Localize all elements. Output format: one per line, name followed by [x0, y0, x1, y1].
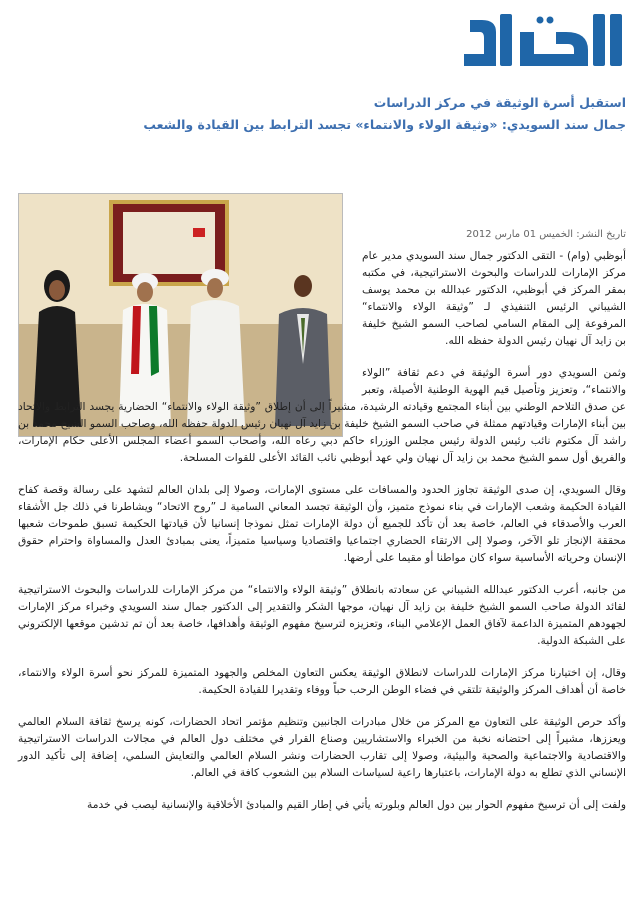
alittihad-logo: [460, 10, 628, 76]
article-subtitle: جمال سند السويدي: «وثيقة الولاء والانتماء» تجسد الترابط بين القيادة والشعب: [143, 117, 626, 132]
article-paragraph: أبوظبي (وام) - التقى الدكتور جمال سند السويدي مدير عام مركز الإمارات للدراسات والبحوث الاستراتيجية، في مكتبه بمقر المركز في أبوظبي، الدكتور عبدالله بن محمد يوسف الشيباني الرئيس التنفيذي لـ ”وثيقة الولاء والانتماء“ المرفوعة إلى المقام السامي لصاحب السمو الشيخ خليفة بن زايد آل نهيان رئيس الدولة حفظه الله.: [362, 249, 626, 347]
article-paragraph: وقال، إن اختيارنا مركز الإمارات للدراسات لانطلاق الوثيقة يعكس التعاون المخلص والجهود المتميزة للمركز نحو أسرة الولاء والانتماء، خاصة أن أهداف المركز والوثيقة تلتقي في فضاء الوطن الرحب حباً ووفاء وتقديرا للقيادة الحكيمة.: [18, 666, 626, 696]
article-body: [18, 247, 626, 828]
article-paragraph: من جانبه، أعرب الدكتور عبدالله الشيباني عن سعادته بانطلاق ”وثيقة الولاء والانتماء“ من مركز الإمارات للدراسات والبحوث الاستراتيجية لقائد الدولة صاحب السمو الشيخ خليفة بن زايد آل نهيان، موجها الشكر والتقدير إلى الدكتور جمال سند السويدي وخبراء مركز الإمارات لجهودهم المتميزة الداعمة لآفاق العمل الإعلامي البناء، وتعزيزه لترسيخ مفهوم الوثيقة وأهدافها، خاصة بعد أن تم تدشين موقعها الإلكتروني على الشبكة الدولية.: [18, 583, 626, 647]
publish-date: تاريخ النشر: الخميس 01 مارس 2012: [466, 229, 626, 240]
article-paragraph: وقال السويدي، إن صدى الوثيقة تجاوز الحدود والمسافات على مستوى الإمارات، وصولا إلى بلدان العالم لتشهد على رسالة وقصة كفاح القيادة الحكيمة وشعب الإمارات في بناء نموذج متميز، وأن الوثيقة تجسد المعاني السامية لـ ”روح الاتحاد“ ويشاطرنا في ذلك جل الأشقاء العرب والأصدقاء في العالم، خاصة بعد أن تأكد للجميع أن دولة الإمارات تمثل نموذجا إنسانيا لأن قيادتها الحكيمة تسبق طموحات شعبها محققة الإنجاز تلو الآخر، وصولا إلى الارتقاء الحضاري اجتماعيا واقتصاديا وسياسيا متميزاً، يعنى بمبادئ العدل والمساواة واحترام حقوق الإنسان وحرياته الأساسية سواء كان مواطنا أو مقيما على أرضها.: [18, 483, 626, 564]
article-paragraph: وثمن السويدي دور أسرة الوثيقة في دعم ثقافة ”الولاء والانتماء“، وتعزيز وتأصيل قيم الهوية الوطنية الأصيلة، وتعبر عن صدق التلاحم الوطني بين أبناء المجتمع وقيادته الرشيدة، مشيراً إلى أن إطلاق ”وثيقة الولاء والانتماء“ الحضارية يجسد الترابط والاتحاد بين أبناء الإمارات وقيادتهم ممثلة في صاحب السمو الشيخ خليفة بن زايد آل نهيان رئيس الدولة حفظه الله، وصاحب السمو الشيخ محمد بن راشد آل مكتوم نائب رئيس الدولة رئيس مجلس الوزراء حاكم دبي رعاه الله، وأصحاب السمو أعضاء المجلس الأعلى حكام الإمارات، والفريق أول سمو الشيخ محمد بن زايد آل نهيان ولي عهد أبوظبي نائب القائد الأعلى للقوات المسلحة.: [18, 366, 626, 464]
article-title: استقبل أسرة الوثيقة في مركز الدراسات: [373, 95, 626, 110]
article-paragraph: وأكد حرص الوثيقة على التعاون مع المركز من خلال مبادرات الجانبين وتنظيم مؤتمر اتحاد الحضارات، كونه يرسخ ثقافة السلام العالمي ويعززها، مشيراً إلى احتضانه نخبة من الخبراء والاستشاريين وصناع القرار في مختلف دول العالم في مجالات الدراسات الاستراتيجية والاقتصادية والاجتماعية والصحية والبيئية، وصولا إلى تقارب الحضارات ونشر السلام العالمي والتعايش السلمي، إضافة إلى تأكيد الدور الإنساني الذي تطلع به دولة الإمارات، باعتبارها راعية لسياسات السلام بين الشعوب كافة في العالم.: [18, 715, 626, 779]
article-titles: [26, 94, 626, 134]
photo-spacer: [26, 193, 362, 387]
article-paragraph: ولفت إلى أن ترسيخ مفهوم الحوار بين دول العالم وبلورته يأتي في إطار القيم والمبادئ الأخلاقية والإنسانية ليصب في خدمة: [87, 798, 626, 811]
